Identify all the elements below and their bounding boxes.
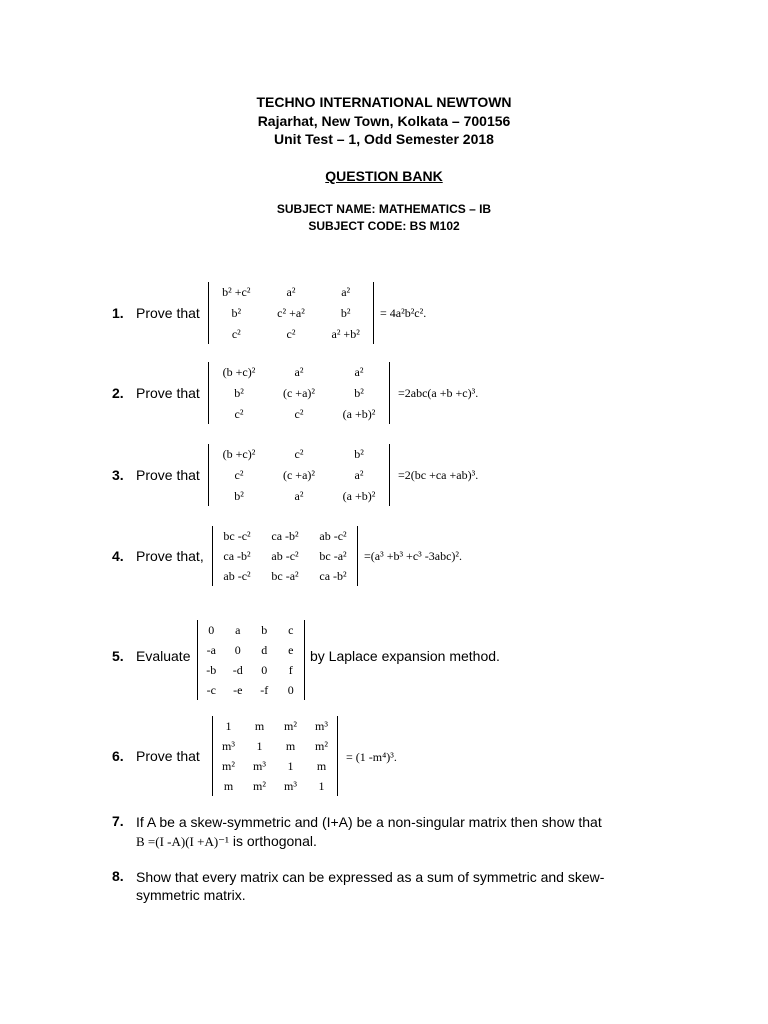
subject-code: SUBJECT CODE: BS M102 [308,219,460,233]
matrix-cell: -b [206,663,217,677]
matrix-cell: b² [234,386,244,400]
matrix-cell: -e [233,683,243,697]
matrix-cell: m² [222,759,235,773]
matrix-cell: c² [286,326,296,341]
matrix-cell: ca -b² [271,529,299,543]
matrix-cell: bc -a² [319,549,347,563]
question-rhs: = 4a²b²c². [380,306,427,320]
matrix-cell: -d [232,663,243,677]
question-rhs: = (1 -m⁴)³. [346,750,397,764]
institution-name: TECHNO INTERNATIONAL NEWTOWN [256,94,512,110]
matrix-cell: -c [206,683,216,697]
question-number: 5. [112,648,124,664]
determinant-matrix [212,526,358,586]
matrix-cell: a [235,623,241,637]
question-text: If A be a skew-symmetric and (I+A) be a non-singular matrix then show that [136,814,602,830]
matrix-cell: c² [294,406,304,421]
question-text-suffix: is orthogonal. [228,833,317,849]
matrix-cell: c² +a² [277,306,305,320]
matrix-cell: b² [340,306,351,320]
matrix-cell: m³ [284,779,297,793]
question-text: Prove that, [136,548,204,564]
matrix-cell: b² +c² [222,285,251,300]
test-title: Unit Test – 1, Odd Semester 2018 [274,131,494,147]
matrix-cell: m [285,739,296,753]
question-text: Prove that [136,305,200,321]
matrix-cell: bc -c² [223,529,251,543]
matrix-cell: b² [354,447,364,462]
matrix-cell: e [288,643,294,657]
question-text: Prove that [136,748,200,764]
matrix-cell: c² [234,468,244,482]
question-rhs: =(a³ +b³ +c³ -3abc)². [364,549,462,563]
matrix-cell: d [261,643,268,657]
question-number: 8. [112,868,124,884]
question-rhs: =2abc(a +b +c)³. [398,386,479,400]
matrix-cell: (c +a)² [282,386,315,400]
determinant-matrix [208,444,390,506]
question-text-line2 [136,832,317,851]
matrix-cell: c² [231,326,241,341]
document-title: QUESTION BANK [325,168,443,184]
matrix-cell: b² [234,488,244,503]
matrix-cell: c² [294,447,304,462]
matrix-cell: (a +b)² [342,406,376,421]
institution-address: Rajarhat, New Town, Kolkata – 700156 [257,113,511,129]
matrix-cell: (a +b)² [342,488,376,503]
matrix-cell: 1 [318,779,325,793]
matrix-cell: ab -c² [271,549,299,563]
question-number: 3. [112,467,124,483]
matrix-cell: 0 [234,643,241,657]
matrix-cell: m² [315,739,328,753]
matrix-cell: a² [354,468,364,482]
matrix-cell: m² [284,719,297,733]
determinant-matrix [208,282,374,344]
matrix-cell: m [223,779,234,793]
question-number: 1. [112,305,124,321]
question-number: 7. [112,813,124,829]
matrix-cell: c [288,623,294,637]
matrix-cell: (b +c)² [222,447,256,462]
matrix-cell: a² +b² [331,326,360,341]
matrix-cell: b [261,623,268,637]
question-text: Prove that [136,467,200,483]
matrix-cell: 1 [225,719,232,733]
question-number: 6. [112,748,124,764]
question-text-line2: symmetric matrix. [136,887,246,903]
orthogonal-formula: B =(I -A)(I +A)⁻¹ [136,834,229,849]
matrix-cell: a² [286,285,296,300]
matrix-cell: ab -c² [223,569,251,583]
matrix-cell: c² [234,406,244,421]
matrix-cell: a² [294,488,304,503]
matrix-cell: f [288,663,293,677]
matrix-cell: b² [231,306,242,320]
matrix-cell: -a [206,643,216,657]
question-number: 2. [112,385,124,401]
matrix-cell: (b +c)² [222,365,256,380]
subject-name: SUBJECT NAME: MATHEMATICS – IB [276,202,492,216]
matrix-cell: ab -c² [319,529,347,543]
question-number: 4. [112,548,124,564]
matrix-cell: 0 [208,623,215,637]
question-rhs: =2(bc +ca +ab)³. [398,468,479,482]
matrix-cell: m² [253,779,266,793]
matrix-cell: a² [341,285,351,300]
matrix-cell: m [316,759,327,773]
matrix-cell: ca -b² [223,549,251,563]
matrix-cell: m³ [315,719,328,733]
matrix-cell: ca -b² [319,569,347,583]
matrix-cell: 1 [256,739,263,753]
determinant-matrix [208,362,390,424]
matrix-cell: a² [294,365,304,380]
matrix-cell: 0 [287,683,294,697]
question-text: Show that every matrix can be expressed as a sum of symmetric and skew- [136,869,605,885]
matrix-cell: m [254,719,265,733]
matrix-cell: bc -a² [271,569,299,583]
determinant-matrix [197,620,305,700]
matrix-cell: b² [354,386,364,400]
question-rhs: by Laplace expansion method. [310,648,500,664]
matrix-cell: -f [260,683,269,697]
determinant-matrix [212,716,338,796]
question-text: Evaluate [136,648,191,664]
matrix-cell: a² [354,365,364,380]
matrix-cell: m³ [253,759,266,773]
matrix-cell: 1 [287,759,294,773]
matrix-cell: m³ [222,739,235,753]
matrix-cell: 0 [261,663,268,677]
question-text: Prove that [136,385,200,401]
matrix-cell: (c +a)² [282,468,315,482]
